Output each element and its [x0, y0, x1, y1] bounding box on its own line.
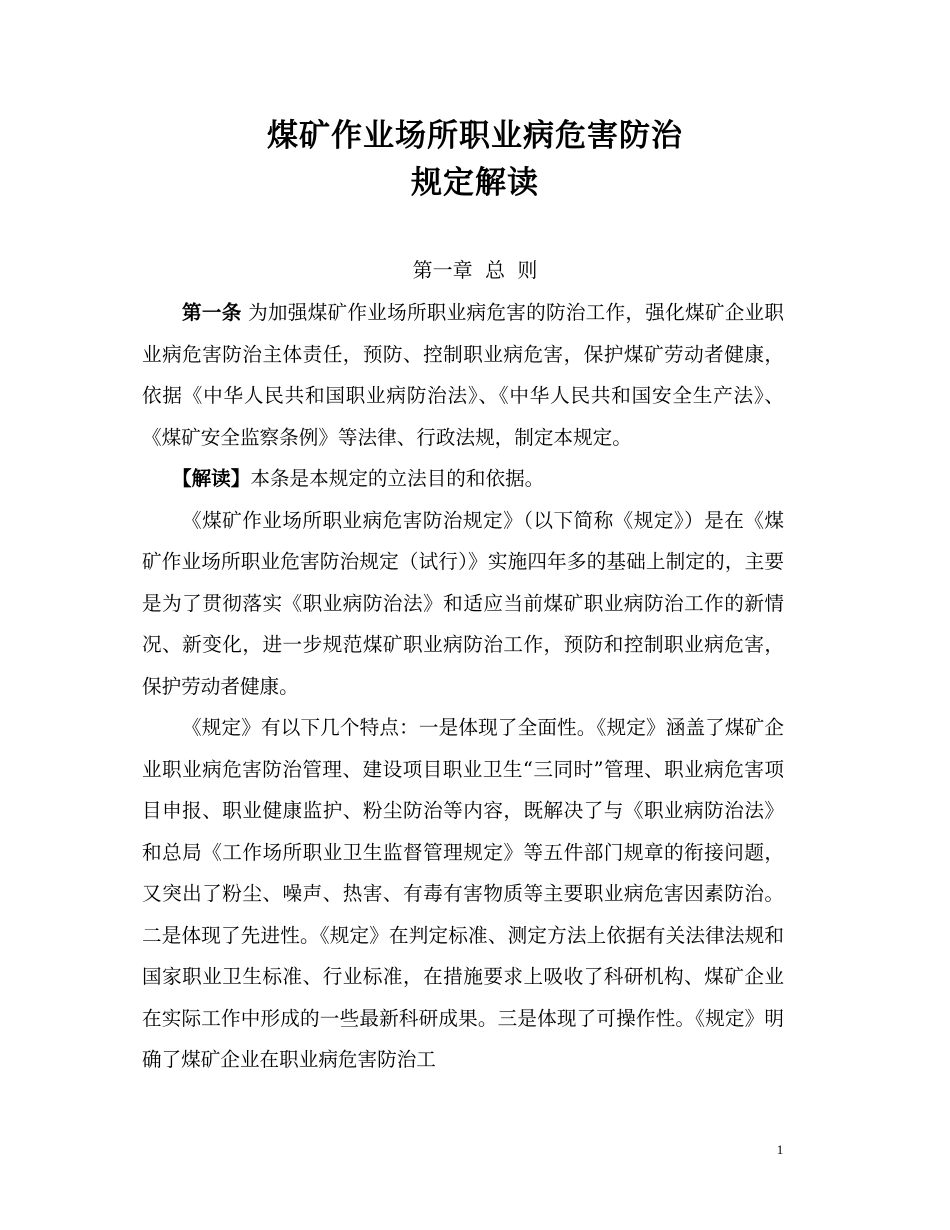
article-label: 第一条	[182, 301, 242, 324]
article-text: 为加强煤矿作业场所职业病危害的防治工作，强化煤矿企业职业病危害防治主体责任，预防、控制职业病危害，保护煤矿劳动者健康，依据《中华人民共和国职业病防治法》、《中华人民共和国安全生产法》、《煤矿安全监察条例》等法律、行政法规，制定本规定。	[142, 301, 785, 449]
interpretation-text: 本条是本规定的立法目的和依据。	[250, 467, 545, 490]
document-body	[142, 292, 784, 1081]
chapter-heading: 第一章 总 则	[412, 258, 538, 282]
interpretation-label: 【解读】	[172, 467, 251, 490]
article-1-paragraph	[142, 292, 784, 458]
body-paragraph-3: 《规定》有以下几个特点：一是体现了全面性。《规定》涵盖了煤矿企业职业病危害防治管理、建设项目职业卫生“三同时”管理、职业病危害项目申报、职业健康监护、粉尘防治等内容，既解决了与《职业病防治法》和总局《工作场所职业卫生监督管理规定》等五件部门规章的衔接问题，又突出了粉尘、噪声、热害、有毒有害物质等主要职业病危害因素防治。二是体现了先进性。《规定》在判定标准、测定方法上依据有关法律法规和国家职业卫生标准、行业标准，在措施要求上吸收了科研机构、煤矿企业在实际工作中形成的一些最新科研成果。三是体现了可操作性。《规定》明确了煤矿企业在职业病危害防治工	[142, 716, 784, 1071]
body-paragraph-2: 《煤矿作业场所职业病危害防治规定》（以下简称《规定》）是在《煤矿作业场所职业危害防治规定（试行）》实施四年多的基础上制定的，主要是为了贯彻落实《职业病防治法》和适应当前煤矿职业病防治工作的新情况、新变化，进一步规范煤矿职业病防治工作，预防和控制职业病危害，保护劳动者健康。	[142, 508, 784, 698]
document-title-line-2: 规定解读	[411, 165, 539, 201]
interpretation-paragraph	[142, 458, 784, 500]
document-title-line-1: 煤矿作业场所职业病危害防治	[267, 118, 683, 154]
page-number: 1	[776, 1142, 784, 1157]
